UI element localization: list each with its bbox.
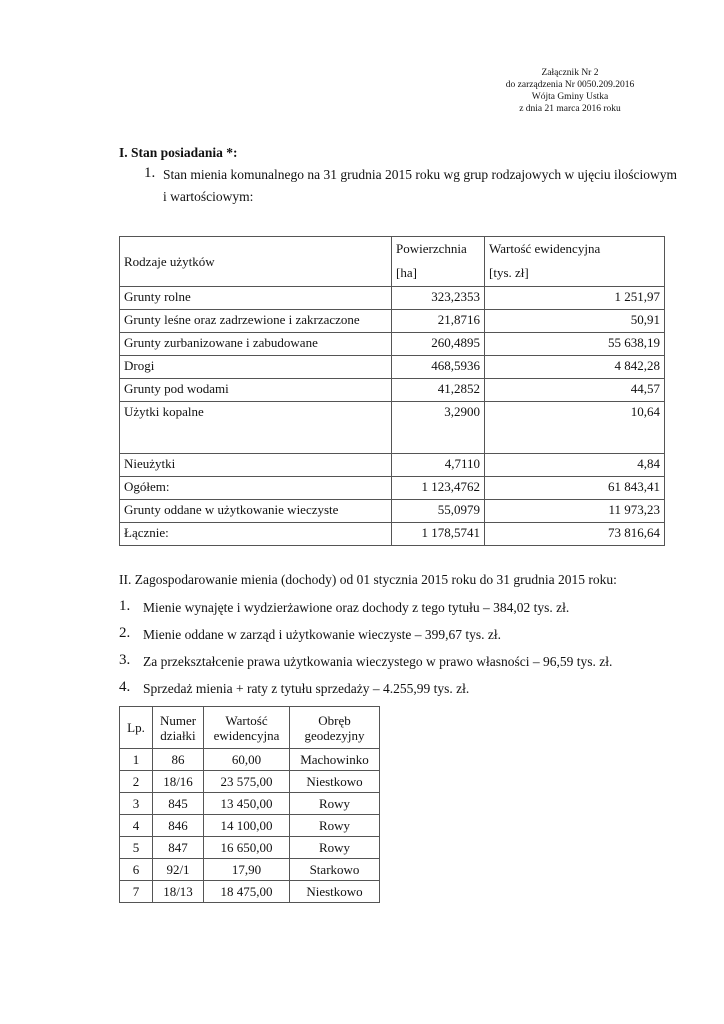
cell-area: 1 123,4762 xyxy=(392,477,485,500)
cell-value: 55 638,19 xyxy=(485,333,665,356)
section-1-item-line: Stan mienia komunalnego na 31 grudnia 2015 roku wg grup rodzajowych w ujęciu ilościowym xyxy=(163,167,678,182)
section-2-title: II. Zagospodarowanie mienia (dochody) od 01 stycznia 2015 roku do 31 grudnia 2015 roku: xyxy=(119,572,617,587)
cell-type: Użytki kopalne xyxy=(120,402,392,454)
table-row xyxy=(120,454,665,477)
cell-lp: 1 xyxy=(120,749,153,771)
cell-num: 86 xyxy=(153,749,204,771)
header-parcel-l2: działki xyxy=(160,727,196,743)
list-number: 1. xyxy=(119,598,131,614)
cell-type: Grunty zurbanizowane i zabudowane xyxy=(120,333,392,356)
cell-type: Grunty leśne oraz zadrzewione i zakrzaczone xyxy=(120,310,392,333)
header-value-l2: ewidencyjna xyxy=(213,727,280,743)
cell-type: Ogółem: xyxy=(120,477,392,500)
cell-value: 23 575,00 xyxy=(204,771,290,793)
cell-num: 18/13 xyxy=(153,881,204,903)
list-item-text: Sprzedaż mienia + raty z tytułu sprzedaży – 4.255,99 tys. zł. xyxy=(143,681,470,696)
header-lp: Lp. xyxy=(120,707,153,749)
cell-lp: 2 xyxy=(120,771,153,793)
cell-region: Starkowo xyxy=(290,859,380,881)
cell-num: 846 xyxy=(153,815,204,837)
table-row xyxy=(120,333,665,356)
cell-value: 10,64 xyxy=(485,402,665,454)
header-parcel xyxy=(153,707,204,749)
cell-type: Drogi xyxy=(120,356,392,379)
cell-region: Rowy xyxy=(290,815,380,837)
table-row xyxy=(120,837,380,859)
table-row xyxy=(120,477,665,500)
table-header-row xyxy=(120,237,665,287)
section-1-title: I. Stan posiadania *: xyxy=(119,145,238,160)
table-row xyxy=(120,859,380,881)
cell-lp: 6 xyxy=(120,859,153,881)
cell-region: Machowinko xyxy=(290,749,380,771)
table-row xyxy=(120,356,665,379)
header-value xyxy=(204,707,290,749)
header-type: Rodzaje użytków xyxy=(120,237,392,287)
cell-type: Grunty rolne xyxy=(120,287,392,310)
cell-lp: 4 xyxy=(120,815,153,837)
table-row xyxy=(120,793,380,815)
list-number: 3. xyxy=(119,652,131,668)
cell-area: 323,2353 xyxy=(392,287,485,310)
header-value-l1: Wartość xyxy=(225,712,268,728)
cell-value: 17,90 xyxy=(204,859,290,881)
header-area xyxy=(392,237,485,287)
attachment-header xyxy=(480,67,660,115)
cell-area: 41,2852 xyxy=(392,379,485,402)
cell-type: Grunty pod wodami xyxy=(120,379,392,402)
table-row xyxy=(120,815,380,837)
cell-lp: 3 xyxy=(120,793,153,815)
property-table xyxy=(119,236,665,546)
cell-num: 18/16 xyxy=(153,771,204,793)
table-row xyxy=(120,500,665,523)
table-row xyxy=(120,310,665,333)
table-row xyxy=(120,881,380,903)
cell-value: 44,57 xyxy=(485,379,665,402)
cell-region: Rowy xyxy=(290,793,380,815)
cell-value: 11 973,23 xyxy=(485,500,665,523)
cell-num: 92/1 xyxy=(153,859,204,881)
cell-region: Niestkowo xyxy=(290,881,380,903)
table-row xyxy=(120,523,665,546)
cell-area: 4,7110 xyxy=(392,454,485,477)
cell-type: Nieużytki xyxy=(120,454,392,477)
attachment-line: z dnia 21 marca 2016 roku xyxy=(519,104,621,114)
cell-value: 1 251,97 xyxy=(485,287,665,310)
header-region xyxy=(290,707,380,749)
table-row xyxy=(120,287,665,310)
list-number: 1. xyxy=(144,165,156,181)
list-item-text: Za przekształcenie prawa użytkowania wieczystego w prawo własności – 96,59 tys. zł. xyxy=(143,654,613,669)
list-number: 2. xyxy=(119,625,131,641)
list-number: 4. xyxy=(119,679,131,695)
section-1-item-line: i wartościowym: xyxy=(163,189,254,204)
cell-type: Łącznie: xyxy=(120,523,392,546)
header-value-l1: Wartość ewidencyjna xyxy=(489,241,601,256)
cell-lp: 5 xyxy=(120,837,153,859)
cell-area: 468,5936 xyxy=(392,356,485,379)
list-item-text: Mienie oddane w zarząd i użytkowanie wieczyste – 399,67 tys. zł. xyxy=(143,627,502,642)
header-value xyxy=(485,237,665,287)
cell-value: 50,91 xyxy=(485,310,665,333)
table-header-row xyxy=(120,707,380,749)
cell-type: Grunty oddane w użytkowanie wieczyste xyxy=(120,500,392,523)
cell-area: 21,8716 xyxy=(392,310,485,333)
cell-value: 73 816,64 xyxy=(485,523,665,546)
cell-lp: 7 xyxy=(120,881,153,903)
attachment-line: Wójta Gminy Ustka xyxy=(531,92,609,102)
cell-area: 1 178,5741 xyxy=(392,523,485,546)
cell-value: 18 475,00 xyxy=(204,881,290,903)
cell-area: 55,0979 xyxy=(392,500,485,523)
header-value-l2: [tys. zł] xyxy=(489,265,529,280)
sales-table xyxy=(119,706,380,903)
header-parcel-l1: Numer xyxy=(159,712,197,728)
cell-value: 13 450,00 xyxy=(204,793,290,815)
cell-num: 845 xyxy=(153,793,204,815)
list-item-text: Mienie wynajęte i wydzierżawione oraz dochody z tego tytułu – 384,02 tys. zł. xyxy=(143,600,570,615)
header-region-l1: Obręb xyxy=(318,712,351,728)
header-region-l2: geodezyjny xyxy=(304,727,365,743)
cell-value: 14 100,00 xyxy=(204,815,290,837)
header-area-l2: [ha] xyxy=(396,265,417,280)
cell-value: 61 843,41 xyxy=(485,477,665,500)
table-row xyxy=(120,379,665,402)
table-row xyxy=(120,749,380,771)
attachment-line: Załącznik Nr 2 xyxy=(541,68,599,78)
header-area-l1: Powierzchnia xyxy=(396,241,467,256)
cell-value: 4,84 xyxy=(485,454,665,477)
cell-value: 4 842,28 xyxy=(485,356,665,379)
cell-num: 847 xyxy=(153,837,204,859)
cell-region: Niestkowo xyxy=(290,771,380,793)
cell-value: 60,00 xyxy=(204,749,290,771)
cell-region: Rowy xyxy=(290,837,380,859)
cell-area: 3,2900 xyxy=(392,402,485,454)
cell-area: 260,4895 xyxy=(392,333,485,356)
attachment-line: do zarządzenia Nr 0050.209.2016 xyxy=(505,80,635,90)
table-row xyxy=(120,402,665,454)
table-row xyxy=(120,771,380,793)
cell-value: 16 650,00 xyxy=(204,837,290,859)
